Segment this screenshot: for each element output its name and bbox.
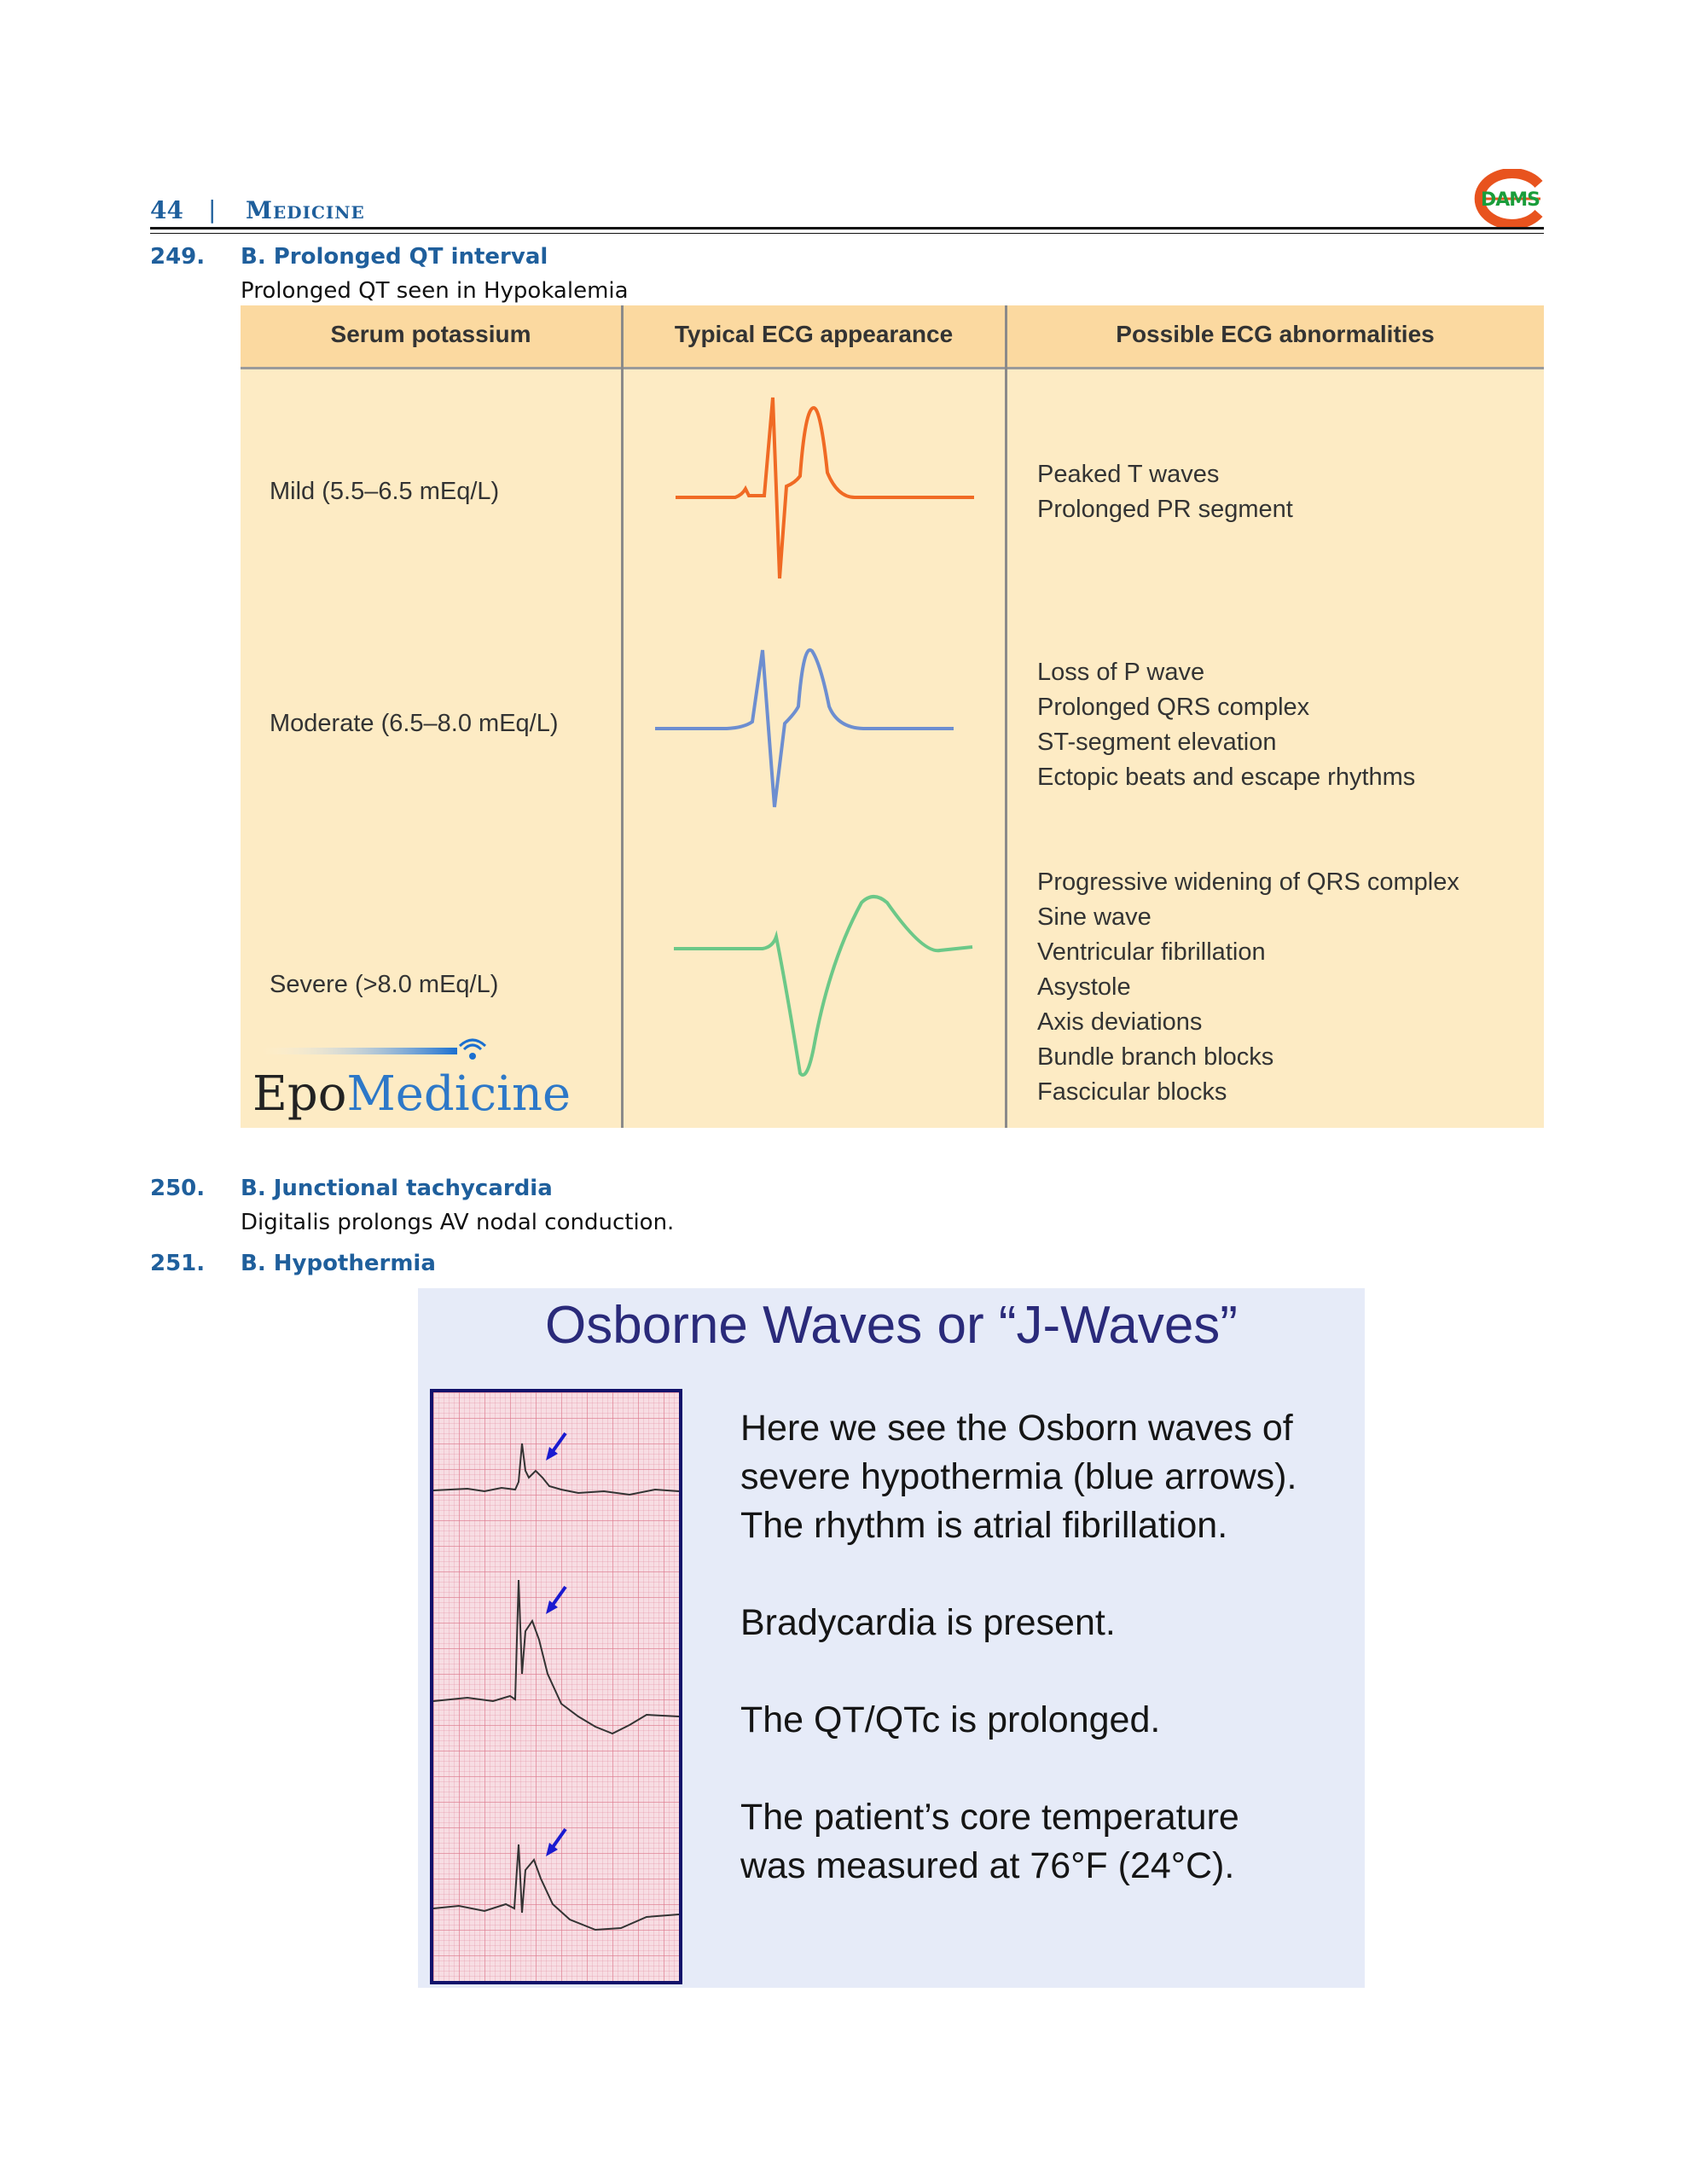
slide-line: The QT/QTc is prolonged.	[740, 1699, 1161, 1740]
abnormality-item: Progressive widening of QRS complex	[1037, 868, 1459, 896]
abnormalities-mild	[1037, 457, 1293, 527]
slide-line: Here we see the Osborn waves of	[740, 1408, 1293, 1449]
osborne-waves-slide	[418, 1288, 1365, 1988]
abnormality-item: Axis deviations	[1037, 1008, 1203, 1036]
j-wave-arrow-icon	[546, 1587, 566, 1614]
answer-249: B. Prolonged QT interval	[241, 244, 548, 270]
ecg-trace-mild	[676, 398, 974, 578]
abnormality-item: Ectopic beats and escape rhythms	[1037, 764, 1416, 791]
slide-line: was measured at 76°F (24°C).	[740, 1845, 1235, 1886]
question-number-251: 251.	[150, 1251, 206, 1276]
abnormality-item: Prolonged QRS complex	[1037, 694, 1310, 721]
epomedicine-watermark	[252, 1037, 571, 1123]
level-severe: Severe (>8.0 mEq/L)	[270, 971, 499, 998]
abnormality-item: Prolonged PR segment	[1037, 496, 1293, 523]
j-wave-arrow-icon	[546, 1829, 566, 1856]
explanation-250: Digitalis prolongs AV nodal conduction.	[241, 1210, 675, 1235]
abnormalities-moderate	[1037, 655, 1415, 795]
header-rule-thin	[150, 233, 1544, 234]
ecg-trace-severe	[674, 897, 972, 1075]
slide-line: severe hypothermia (blue arrows).	[740, 1456, 1297, 1497]
answer-251: B. Hypothermia	[241, 1251, 436, 1276]
watermark-part-1: Epo	[252, 1066, 347, 1122]
slide-paragraph	[740, 1793, 1239, 1891]
subject-title: Medicine	[246, 196, 365, 224]
abnormality-item: Fascicular blocks	[1037, 1078, 1227, 1106]
hyperkalemia-ecg-table	[241, 305, 1544, 1128]
watermark-part-2: Medicine	[346, 1066, 571, 1122]
abnormality-item: Peaked T waves	[1037, 461, 1220, 488]
slide-paragraph	[740, 1696, 1160, 1745]
slide-line: The rhythm is atrial fibrillation.	[740, 1505, 1228, 1546]
header-possible-abnormalities: Possible ECG abnormalities	[1116, 321, 1435, 347]
ecg-strip-image	[430, 1389, 682, 1984]
abnormality-item: Sine wave	[1037, 903, 1152, 931]
level-moderate: Moderate (6.5–8.0 mEq/L)	[270, 710, 559, 737]
level-mild: Mild (5.5–6.5 mEq/L)	[270, 478, 500, 505]
slide-paragraph	[740, 1404, 1297, 1502]
abnormality-item: ST-segment elevation	[1037, 729, 1277, 756]
header-serum-potassium: Serum potassium	[330, 321, 531, 347]
abnormality-item: Asystole	[1037, 973, 1131, 1001]
slide-paragraph	[740, 1502, 1227, 1550]
slide-title: Osborne Waves or “J-Waves”	[545, 1296, 1238, 1355]
logo-text: DAMS	[1481, 189, 1540, 211]
abnormality-item: Bundle branch blocks	[1037, 1043, 1274, 1071]
slide-line: The patient’s core temperature	[740, 1797, 1239, 1838]
ecg-strip-traces	[433, 1392, 679, 1981]
ecg-trace-moderate	[655, 650, 954, 807]
j-wave-arrow-icon	[546, 1433, 566, 1461]
question-number-250: 250.	[150, 1176, 206, 1201]
dams-logo	[1465, 169, 1544, 229]
abnormality-item: Ventricular fibrillation	[1037, 938, 1266, 966]
header-typical-ecg: Typical ECG appearance	[674, 321, 954, 347]
page-number: 44	[150, 196, 183, 224]
header-separator: |	[208, 195, 217, 224]
question-number-249: 249.	[150, 244, 206, 270]
slide-line: Bradycardia is present.	[740, 1602, 1116, 1643]
abnormality-item: Loss of P wave	[1037, 659, 1205, 686]
answer-250: B. Junctional tachycardia	[241, 1176, 553, 1201]
explanation-249: Prolonged QT seen in Hypokalemia	[241, 278, 629, 304]
abnormalities-severe	[1037, 865, 1459, 1110]
header-rule	[150, 227, 1544, 229]
slide-paragraph	[740, 1599, 1116, 1647]
